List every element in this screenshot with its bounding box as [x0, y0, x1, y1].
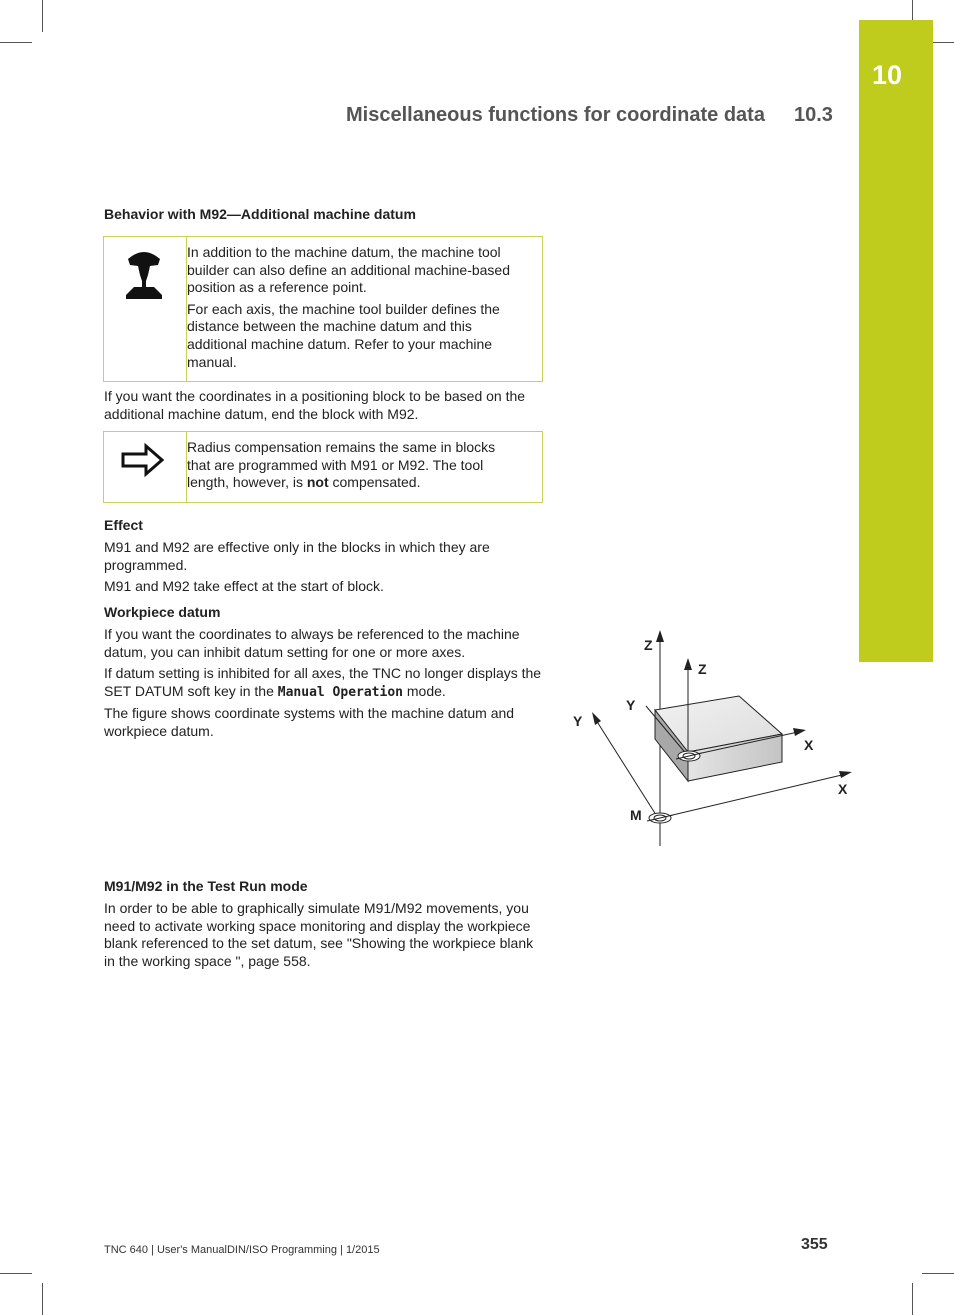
section-heading: Effect	[104, 517, 143, 533]
softkey-mode-name: Manual Operation	[277, 684, 403, 700]
page-number: 355	[801, 1236, 828, 1253]
machine-x-label: X	[838, 781, 848, 797]
chapter-tab	[859, 20, 933, 662]
body-paragraph: M91 and M92 are effective only in the blocks in which they are programmed.	[104, 539, 490, 573]
body-paragraph: If you want the coordinates to always be referenced to the machine datum, you can inhibit datum setting for one or more axes.	[104, 626, 520, 660]
arrow-right-icon	[120, 442, 166, 483]
machine-y-axis	[596, 720, 658, 818]
note-text	[187, 244, 532, 371]
body-paragraph: In order to be able to graphically simulate M91/M92 movements, you need to activate working space monitoring and display the workpiece blank referenced to the set datum, see "Showing the workpiece blank in the working space ", page 558.	[104, 900, 534, 969]
crop-mark	[922, 1273, 954, 1274]
datum-label: M	[630, 807, 642, 823]
datum-figure	[566, 626, 856, 853]
crop-mark	[933, 42, 954, 43]
body-paragraph: The figure shows coordinate systems with the machine datum and workpiece datum.	[104, 705, 515, 739]
info-note	[103, 236, 543, 382]
running-header-section: 10.3	[794, 104, 833, 126]
section-heading: Behavior with M92—Additional machine datum	[104, 206, 416, 222]
chapter-number: 10	[872, 60, 903, 90]
crop-mark	[912, 0, 913, 20]
note-paragraph: For each axis, the machine tool builder defines the distance between the machine datum and this additional machine datum. Refer to your machine manual.	[187, 300, 500, 370]
crop-mark	[0, 1273, 32, 1274]
note-text-part: compensated.	[328, 474, 421, 491]
workpiece-y-label: Y	[626, 697, 636, 713]
crop-mark	[0, 42, 32, 43]
body-paragraph: If you want the coordinates in a positioning block to be based on the additional machine datum, end the block with M92.	[104, 388, 526, 422]
note-emphasis: not	[306, 474, 329, 491]
body-paragraph	[104, 665, 546, 701]
crop-mark	[42, 0, 43, 32]
section-heading: Workpiece datum	[104, 604, 221, 620]
body-text-part: mode.	[403, 682, 446, 699]
crop-mark	[42, 1283, 43, 1315]
note-text	[187, 439, 522, 492]
machine-y-label: Y	[573, 713, 583, 729]
note-text-part: Radius compensation remains the same in blocks that are programmed with M91 or M92. The tool length, however, is	[187, 439, 496, 491]
note-paragraph: In addition to the machine datum, the machine tool builder can also define an additional machine-based position as a reference point.	[187, 244, 510, 296]
machine-datum-icon	[647, 813, 673, 823]
body-paragraph: M91 and M92 take effect at the start of block.	[104, 578, 384, 594]
machine-tool-icon	[122, 247, 166, 308]
workpiece-z-label: Z	[698, 661, 707, 677]
machine-z-label: Z	[644, 637, 653, 653]
footer-text: TNC 640 | User's ManualDIN/ISO Programming | 1/2015	[104, 1244, 380, 1256]
info-note	[103, 431, 543, 503]
section-heading: M91/M92 in the Test Run mode	[104, 878, 308, 894]
body-text-part: If datum setting is inhibited for all axes, the TNC no longer displays the SET DATUM soft key in the	[104, 665, 542, 699]
workpiece-x-label: X	[804, 737, 814, 753]
running-header-title: Miscellaneous functions for coordinate data	[346, 104, 765, 126]
crop-mark	[912, 1283, 913, 1315]
